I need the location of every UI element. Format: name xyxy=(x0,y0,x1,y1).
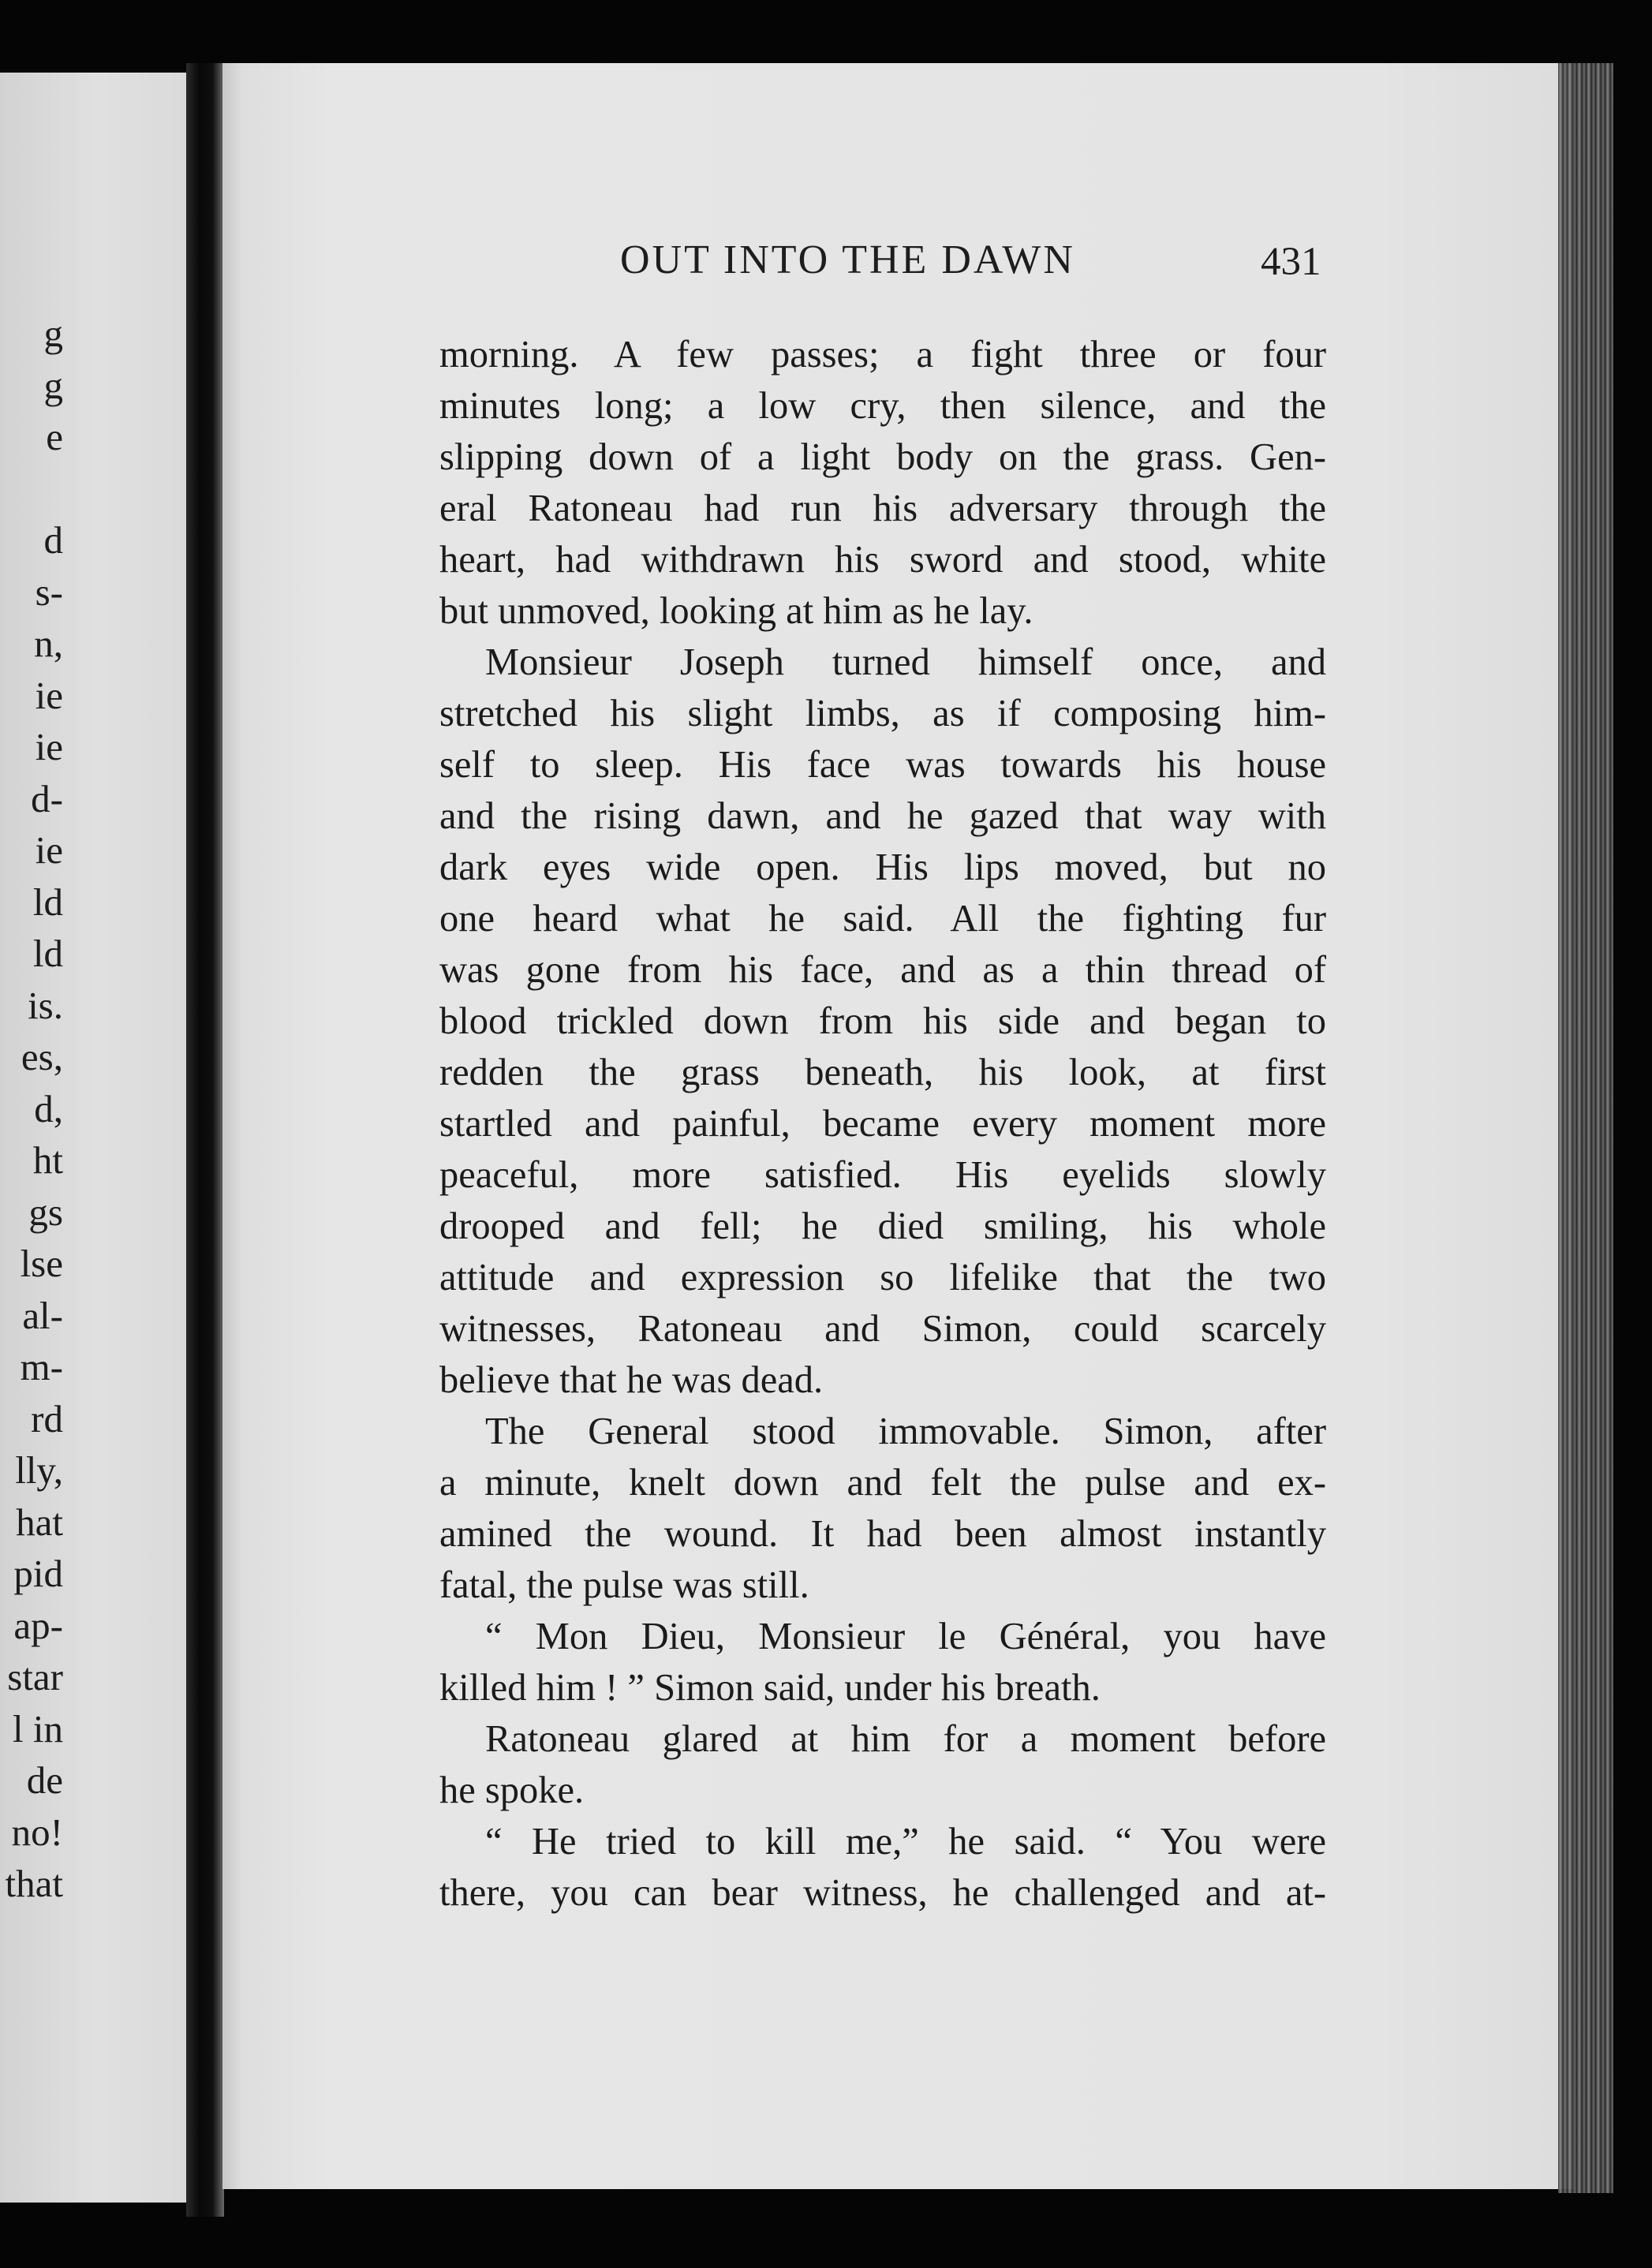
left-page-fragment: d xyxy=(43,518,63,562)
left-page-fragment: es, xyxy=(21,1035,63,1078)
book-gutter xyxy=(186,63,224,2217)
left-page-fragment: s- xyxy=(35,570,63,614)
text-line: witnesses, Ratoneau and Simon, could scarcely xyxy=(439,1308,1326,1350)
left-page-fragment: rd xyxy=(31,1396,63,1440)
left-page xyxy=(0,73,192,2203)
left-page-fragment: pid xyxy=(13,1552,63,1595)
left-page-fragment: n, xyxy=(34,622,63,665)
left-page-fragment: l in xyxy=(13,1706,63,1751)
body-text xyxy=(439,329,1326,1919)
text-line: was gone from his face, and as a thin thread of xyxy=(439,949,1326,991)
left-page-fragment: that xyxy=(5,1862,63,1905)
text-line: but unmoved, looking at him as he lay. xyxy=(439,590,1033,632)
left-page-fragment: hat xyxy=(16,1500,63,1544)
text-line: eral Ratoneau had run his adversary through the xyxy=(439,488,1326,529)
text-line: morning. A few passes; a fight three or four xyxy=(439,334,1326,376)
left-page-fragment: lse xyxy=(20,1242,63,1285)
text-line: “ Mon Dieu, Monsieur le Général, you have xyxy=(485,1616,1326,1657)
left-page-fragment: is. xyxy=(28,983,63,1027)
left-page-fragment: de xyxy=(26,1758,63,1802)
text-line: slipping down of a light body on the grass. Gen- xyxy=(439,436,1326,478)
text-line: killed him ! ” Simon said, under his breath. xyxy=(439,1667,1101,1709)
left-page-fragment: g xyxy=(43,363,63,407)
text-line: self to sleep. His face was towards his house xyxy=(439,744,1326,786)
left-page-fragment: lly, xyxy=(15,1448,63,1492)
page-edges xyxy=(1558,63,1613,2193)
text-line: The General stood immovable. Simon, after xyxy=(485,1410,1326,1452)
left-page-fragment: ld xyxy=(32,880,63,924)
text-line: dark eyes wide open. His lips moved, but no xyxy=(439,846,1326,888)
text-line: believe that he was dead. xyxy=(439,1359,824,1401)
text-line: redden the grass beneath, his look, at first xyxy=(439,1052,1326,1093)
left-page-fragment: no! xyxy=(11,1810,63,1854)
text-line: he spoke. xyxy=(439,1769,585,1811)
text-line: fatal, the pulse was still. xyxy=(439,1564,809,1606)
text-line: and the rising dawn, and he gazed that way with xyxy=(439,795,1326,837)
text-line: stretched his slight limbs, as if composing him- xyxy=(439,693,1326,734)
left-page-fragment: g xyxy=(43,312,63,355)
running-header: OUT INTO THE DAWN xyxy=(620,237,1075,282)
text-line: drooped and fell; he died smiling, his whole xyxy=(439,1205,1326,1247)
text-line: “ He tried to kill me,” he said. “ You were xyxy=(485,1821,1326,1863)
text-line: startled and painful, became every moment more xyxy=(439,1103,1326,1145)
left-page-fragment: ie xyxy=(35,673,63,717)
text-line: Ratoneau glared at him for a moment before xyxy=(485,1718,1326,1760)
page-number: 431 xyxy=(1261,240,1321,284)
text-line: there, you can bear witness, he challenged and at- xyxy=(439,1872,1326,1914)
text-line: attitude and expression so lifelike that the two xyxy=(439,1257,1326,1298)
text-line: blood trickled down from his side and began to xyxy=(439,1000,1326,1042)
text-line: heart, had withdrawn his sword and stood, white xyxy=(439,539,1326,581)
left-page-fragment: ap- xyxy=(13,1603,63,1647)
left-page-fragment: al- xyxy=(22,1293,63,1337)
text-line: one heard what he said. All the fighting fur xyxy=(439,898,1326,940)
left-page-fragment: ie xyxy=(35,725,63,768)
left-page-fragment: e xyxy=(46,415,63,458)
left-page-fragment: d- xyxy=(31,776,63,820)
text-line: amined the wound. It had been almost instantly xyxy=(439,1513,1326,1555)
left-page-fragment: ld xyxy=(32,932,63,975)
left-page-fragment: gs xyxy=(28,1190,63,1234)
text-line: minutes long; a low cry, then silence, and the xyxy=(439,385,1326,427)
left-page-fragment: ie xyxy=(35,828,63,872)
text-line: peaceful, more satisfied. His eyelids slowly xyxy=(439,1154,1326,1196)
text-line: a minute, knelt down and felt the pulse and ex- xyxy=(439,1462,1326,1504)
left-page-fragment: m- xyxy=(20,1345,63,1388)
left-page-fragment: ht xyxy=(32,1138,63,1182)
left-page-fragment: star xyxy=(7,1655,63,1698)
text-line: Monsieur Joseph turned himself once, and xyxy=(485,641,1326,683)
left-page-fragment: d, xyxy=(34,1086,63,1130)
